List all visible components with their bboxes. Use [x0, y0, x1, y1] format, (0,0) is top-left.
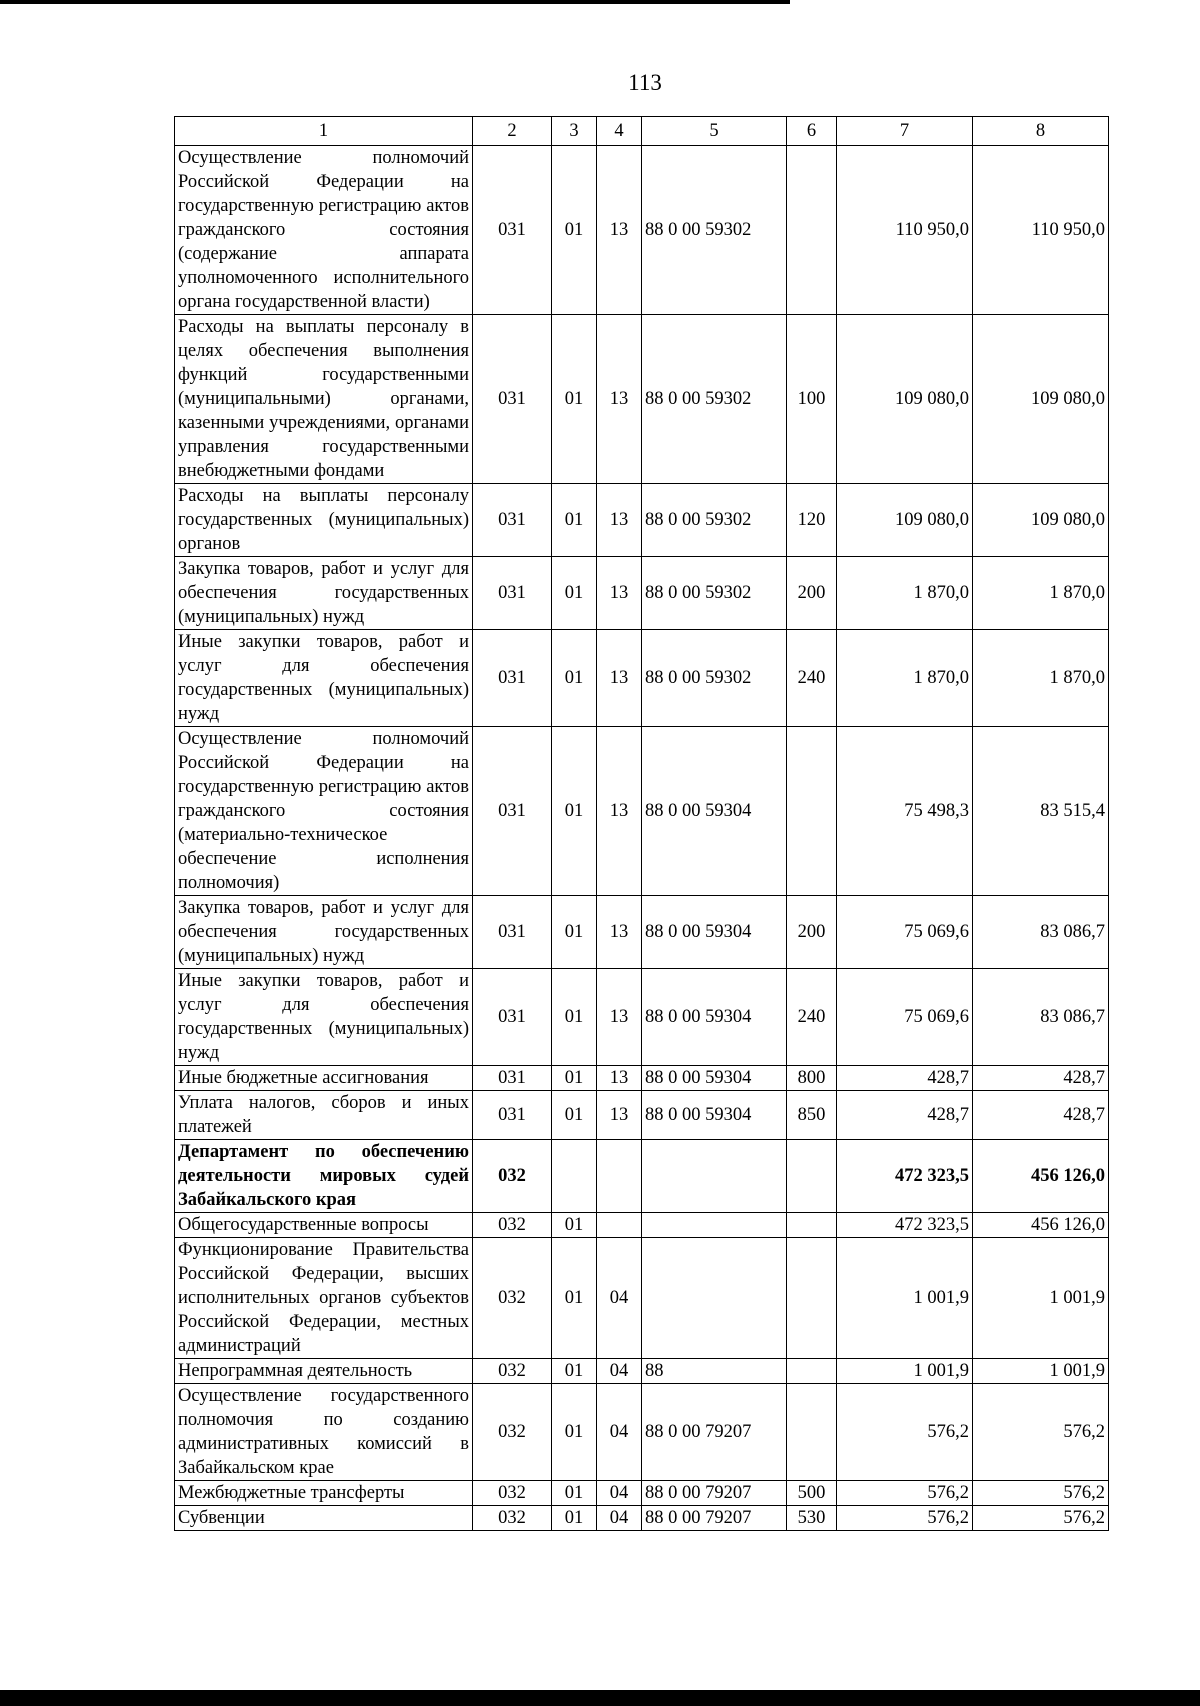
- table-row: [175, 484, 1109, 557]
- cell-target-article: 88 0 00 59302: [642, 630, 787, 727]
- cell-expense-type: 240: [787, 630, 837, 727]
- cell-ministry-code: 031: [473, 146, 552, 315]
- cell-amount-year1: 428,7: [837, 1091, 973, 1140]
- cell-expense-type: 100: [787, 315, 837, 484]
- cell-amount-year1: 110 950,0: [837, 146, 973, 315]
- cell-section: 01: [552, 1213, 597, 1238]
- column-header: 2: [473, 117, 552, 146]
- cell-expense-type: 200: [787, 896, 837, 969]
- cell-expense-type: 120: [787, 484, 837, 557]
- cell-ministry-code: 032: [473, 1140, 552, 1213]
- cell-subsection: 04: [597, 1506, 642, 1531]
- cell-ministry-code: 032: [473, 1481, 552, 1506]
- table-row: [175, 630, 1109, 727]
- cell-target-article: 88 0 00 59302: [642, 146, 787, 315]
- cell-target-article: 88 0 00 59304: [642, 1066, 787, 1091]
- cell-subsection: 13: [597, 1091, 642, 1140]
- cell-ministry-code: 031: [473, 557, 552, 630]
- cell-amount-year1: 1 870,0: [837, 557, 973, 630]
- cell-target-article: 88 0 00 59304: [642, 727, 787, 896]
- page-number: 113: [628, 70, 662, 95]
- row-name: Закупка товаров, работ и услуг для обеспечения государственных (муниципальных) нужд: [175, 557, 473, 630]
- row-name: Межбюджетные трансферты: [175, 1481, 473, 1506]
- scan-border-bottom: [0, 1690, 1200, 1706]
- cell-section: [552, 1140, 597, 1213]
- cell-ministry-code: 031: [473, 969, 552, 1066]
- cell-target-article: [642, 1213, 787, 1238]
- cell-amount-year2: 1 870,0: [973, 630, 1109, 727]
- row-name: Осуществление полномочий Российской Федерации на государственную регистрацию актов гражданского состояния (содержание аппарата уполномоченного исполнительного органа государственной власти): [175, 146, 473, 315]
- cell-ministry-code: 031: [473, 484, 552, 557]
- cell-section: 01: [552, 1091, 597, 1140]
- cell-amount-year1: 428,7: [837, 1066, 973, 1091]
- cell-amount-year2: 83 515,4: [973, 727, 1109, 896]
- column-header: 7: [837, 117, 973, 146]
- row-name: Субвенции: [175, 1506, 473, 1531]
- cell-target-article: 88 0 00 59302: [642, 557, 787, 630]
- cell-amount-year2: 576,2: [973, 1506, 1109, 1531]
- table-row: [175, 1213, 1109, 1238]
- table-row: [175, 1481, 1109, 1506]
- cell-subsection: 04: [597, 1238, 642, 1359]
- cell-expense-type: [787, 1140, 837, 1213]
- cell-ministry-code: 032: [473, 1384, 552, 1481]
- column-header: 4: [597, 117, 642, 146]
- row-name: Департамент по обеспечению деятельности мировых судей Забайкальского края: [175, 1140, 473, 1213]
- cell-target-article: 88 0 00 79207: [642, 1506, 787, 1531]
- column-header: 5: [642, 117, 787, 146]
- row-name: Закупка товаров, работ и услуг для обеспечения государственных (муниципальных) нужд: [175, 896, 473, 969]
- cell-section: 01: [552, 484, 597, 557]
- cell-subsection: [597, 1213, 642, 1238]
- row-name: Непрограммная деятельность: [175, 1359, 473, 1384]
- cell-amount-year1: 576,2: [837, 1384, 973, 1481]
- row-name: Расходы на выплаты персоналу в целях обеспечения выполнения функций государственными (муниципальными) органами, казенными учреждениями, органами управления государственными внебюджетными фондами: [175, 315, 473, 484]
- cell-expense-type: 240: [787, 969, 837, 1066]
- cell-amount-year1: 576,2: [837, 1506, 973, 1531]
- cell-amount-year2: 1 001,9: [973, 1238, 1109, 1359]
- cell-section: 01: [552, 1066, 597, 1091]
- cell-ministry-code: 031: [473, 896, 552, 969]
- cell-subsection: 13: [597, 1066, 642, 1091]
- cell-amount-year1: 1 001,9: [837, 1238, 973, 1359]
- cell-amount-year2: 109 080,0: [973, 484, 1109, 557]
- cell-section: 01: [552, 557, 597, 630]
- cell-ministry-code: 031: [473, 727, 552, 896]
- cell-amount-year1: 472 323,5: [837, 1140, 973, 1213]
- cell-amount-year2: 110 950,0: [973, 146, 1109, 315]
- cell-ministry-code: 031: [473, 315, 552, 484]
- cell-expense-type: [787, 1238, 837, 1359]
- table-body: [175, 146, 1109, 1531]
- row-name: Осуществление государственного полномочия по созданию административных комиссий в Забайкальском крае: [175, 1384, 473, 1481]
- cell-expense-type: [787, 727, 837, 896]
- cell-section: 01: [552, 727, 597, 896]
- cell-amount-year1: 75 498,3: [837, 727, 973, 896]
- cell-target-article: 88 0 00 79207: [642, 1384, 787, 1481]
- header-row: [175, 117, 1109, 146]
- scan-border-top: [0, 0, 790, 4]
- row-name: Общегосударственные вопросы: [175, 1213, 473, 1238]
- cell-subsection: 13: [597, 896, 642, 969]
- table-row: [175, 1140, 1109, 1213]
- cell-expense-type: 200: [787, 557, 837, 630]
- cell-ministry-code: 031: [473, 630, 552, 727]
- row-name: Осуществление полномочий Российской Федерации на государственную регистрацию актов гражданского состояния (материально-техническое обеспечение исполнения полномочия): [175, 727, 473, 896]
- cell-amount-year2: 576,2: [973, 1384, 1109, 1481]
- cell-amount-year2: 109 080,0: [973, 315, 1109, 484]
- cell-amount-year2: 1 870,0: [973, 557, 1109, 630]
- cell-target-article: 88 0 00 59304: [642, 1091, 787, 1140]
- cell-section: 01: [552, 1238, 597, 1359]
- cell-target-article: 88: [642, 1359, 787, 1384]
- cell-expense-type: [787, 1359, 837, 1384]
- table-row: [175, 1091, 1109, 1140]
- cell-section: 01: [552, 1506, 597, 1531]
- table-row: [175, 1066, 1109, 1091]
- table-row: [175, 896, 1109, 969]
- cell-amount-year1: 75 069,6: [837, 969, 973, 1066]
- cell-section: 01: [552, 969, 597, 1066]
- cell-ministry-code: 032: [473, 1359, 552, 1384]
- cell-expense-type: [787, 1384, 837, 1481]
- cell-ministry-code: 032: [473, 1213, 552, 1238]
- table-row: [175, 1359, 1109, 1384]
- cell-amount-year2: 83 086,7: [973, 896, 1109, 969]
- cell-expense-type: [787, 1213, 837, 1238]
- row-name: Иные закупки товаров, работ и услуг для обеспечения государственных (муниципальных) нужд: [175, 969, 473, 1066]
- table-row: [175, 315, 1109, 484]
- cell-ministry-code: 032: [473, 1238, 552, 1359]
- cell-amount-year2: 576,2: [973, 1481, 1109, 1506]
- cell-expense-type: 500: [787, 1481, 837, 1506]
- cell-amount-year1: 472 323,5: [837, 1213, 973, 1238]
- cell-amount-year2: 456 126,0: [973, 1213, 1109, 1238]
- cell-amount-year2: 1 001,9: [973, 1359, 1109, 1384]
- cell-section: 01: [552, 630, 597, 727]
- cell-amount-year2: 428,7: [973, 1091, 1109, 1140]
- cell-amount-year1: 109 080,0: [837, 315, 973, 484]
- cell-target-article: 88 0 00 79207: [642, 1481, 787, 1506]
- cell-subsection: 13: [597, 146, 642, 315]
- table-row: [175, 557, 1109, 630]
- cell-target-article: 88 0 00 59304: [642, 969, 787, 1066]
- cell-amount-year1: 75 069,6: [837, 896, 973, 969]
- cell-target-article: 88 0 00 59304: [642, 896, 787, 969]
- cell-subsection: 13: [597, 484, 642, 557]
- cell-target-article: 88 0 00 59302: [642, 315, 787, 484]
- column-header: 3: [552, 117, 597, 146]
- cell-expense-type: 530: [787, 1506, 837, 1531]
- cell-amount-year2: 428,7: [973, 1066, 1109, 1091]
- cell-amount-year1: 576,2: [837, 1481, 973, 1506]
- table-row: [175, 1238, 1109, 1359]
- cell-section: 01: [552, 315, 597, 484]
- cell-target-article: 88 0 00 59302: [642, 484, 787, 557]
- table-row: [175, 969, 1109, 1066]
- cell-amount-year2: 83 086,7: [973, 969, 1109, 1066]
- cell-ministry-code: 031: [473, 1066, 552, 1091]
- cell-subsection: 04: [597, 1359, 642, 1384]
- cell-expense-type: 800: [787, 1066, 837, 1091]
- cell-subsection: 04: [597, 1384, 642, 1481]
- cell-subsection: 13: [597, 630, 642, 727]
- cell-amount-year2: 456 126,0: [973, 1140, 1109, 1213]
- column-header: 1: [175, 117, 473, 146]
- budget-table: [174, 116, 1109, 1531]
- cell-subsection: 13: [597, 557, 642, 630]
- cell-amount-year1: 1 870,0: [837, 630, 973, 727]
- column-header: 6: [787, 117, 837, 146]
- cell-amount-year1: 1 001,9: [837, 1359, 973, 1384]
- cell-subsection: 13: [597, 969, 642, 1066]
- column-header: 8: [973, 117, 1109, 146]
- cell-subsection: [597, 1140, 642, 1213]
- row-name: Функционирование Правительства Российской Федерации, высших исполнительных органов субъектов Российской Федерации, местных администраций: [175, 1238, 473, 1359]
- table-row: [175, 146, 1109, 315]
- row-name: Иные закупки товаров, работ и услуг для обеспечения государственных (муниципальных) нужд: [175, 630, 473, 727]
- table-row: [175, 1384, 1109, 1481]
- table-row: [175, 1506, 1109, 1531]
- row-name: Расходы на выплаты персоналу государственных (муниципальных) органов: [175, 484, 473, 557]
- cell-section: 01: [552, 1481, 597, 1506]
- cell-target-article: [642, 1238, 787, 1359]
- cell-amount-year1: 109 080,0: [837, 484, 973, 557]
- cell-section: 01: [552, 1359, 597, 1384]
- cell-section: 01: [552, 896, 597, 969]
- cell-ministry-code: 032: [473, 1506, 552, 1531]
- cell-expense-type: 850: [787, 1091, 837, 1140]
- table-row: [175, 727, 1109, 896]
- cell-subsection: 04: [597, 1481, 642, 1506]
- cell-expense-type: [787, 146, 837, 315]
- row-name: Уплата налогов, сборов и иных платежей: [175, 1091, 473, 1140]
- cell-section: 01: [552, 1384, 597, 1481]
- cell-subsection: 13: [597, 727, 642, 896]
- cell-subsection: 13: [597, 315, 642, 484]
- cell-target-article: [642, 1140, 787, 1213]
- row-name: Иные бюджетные ассигнования: [175, 1066, 473, 1091]
- cell-section: 01: [552, 146, 597, 315]
- cell-ministry-code: 031: [473, 1091, 552, 1140]
